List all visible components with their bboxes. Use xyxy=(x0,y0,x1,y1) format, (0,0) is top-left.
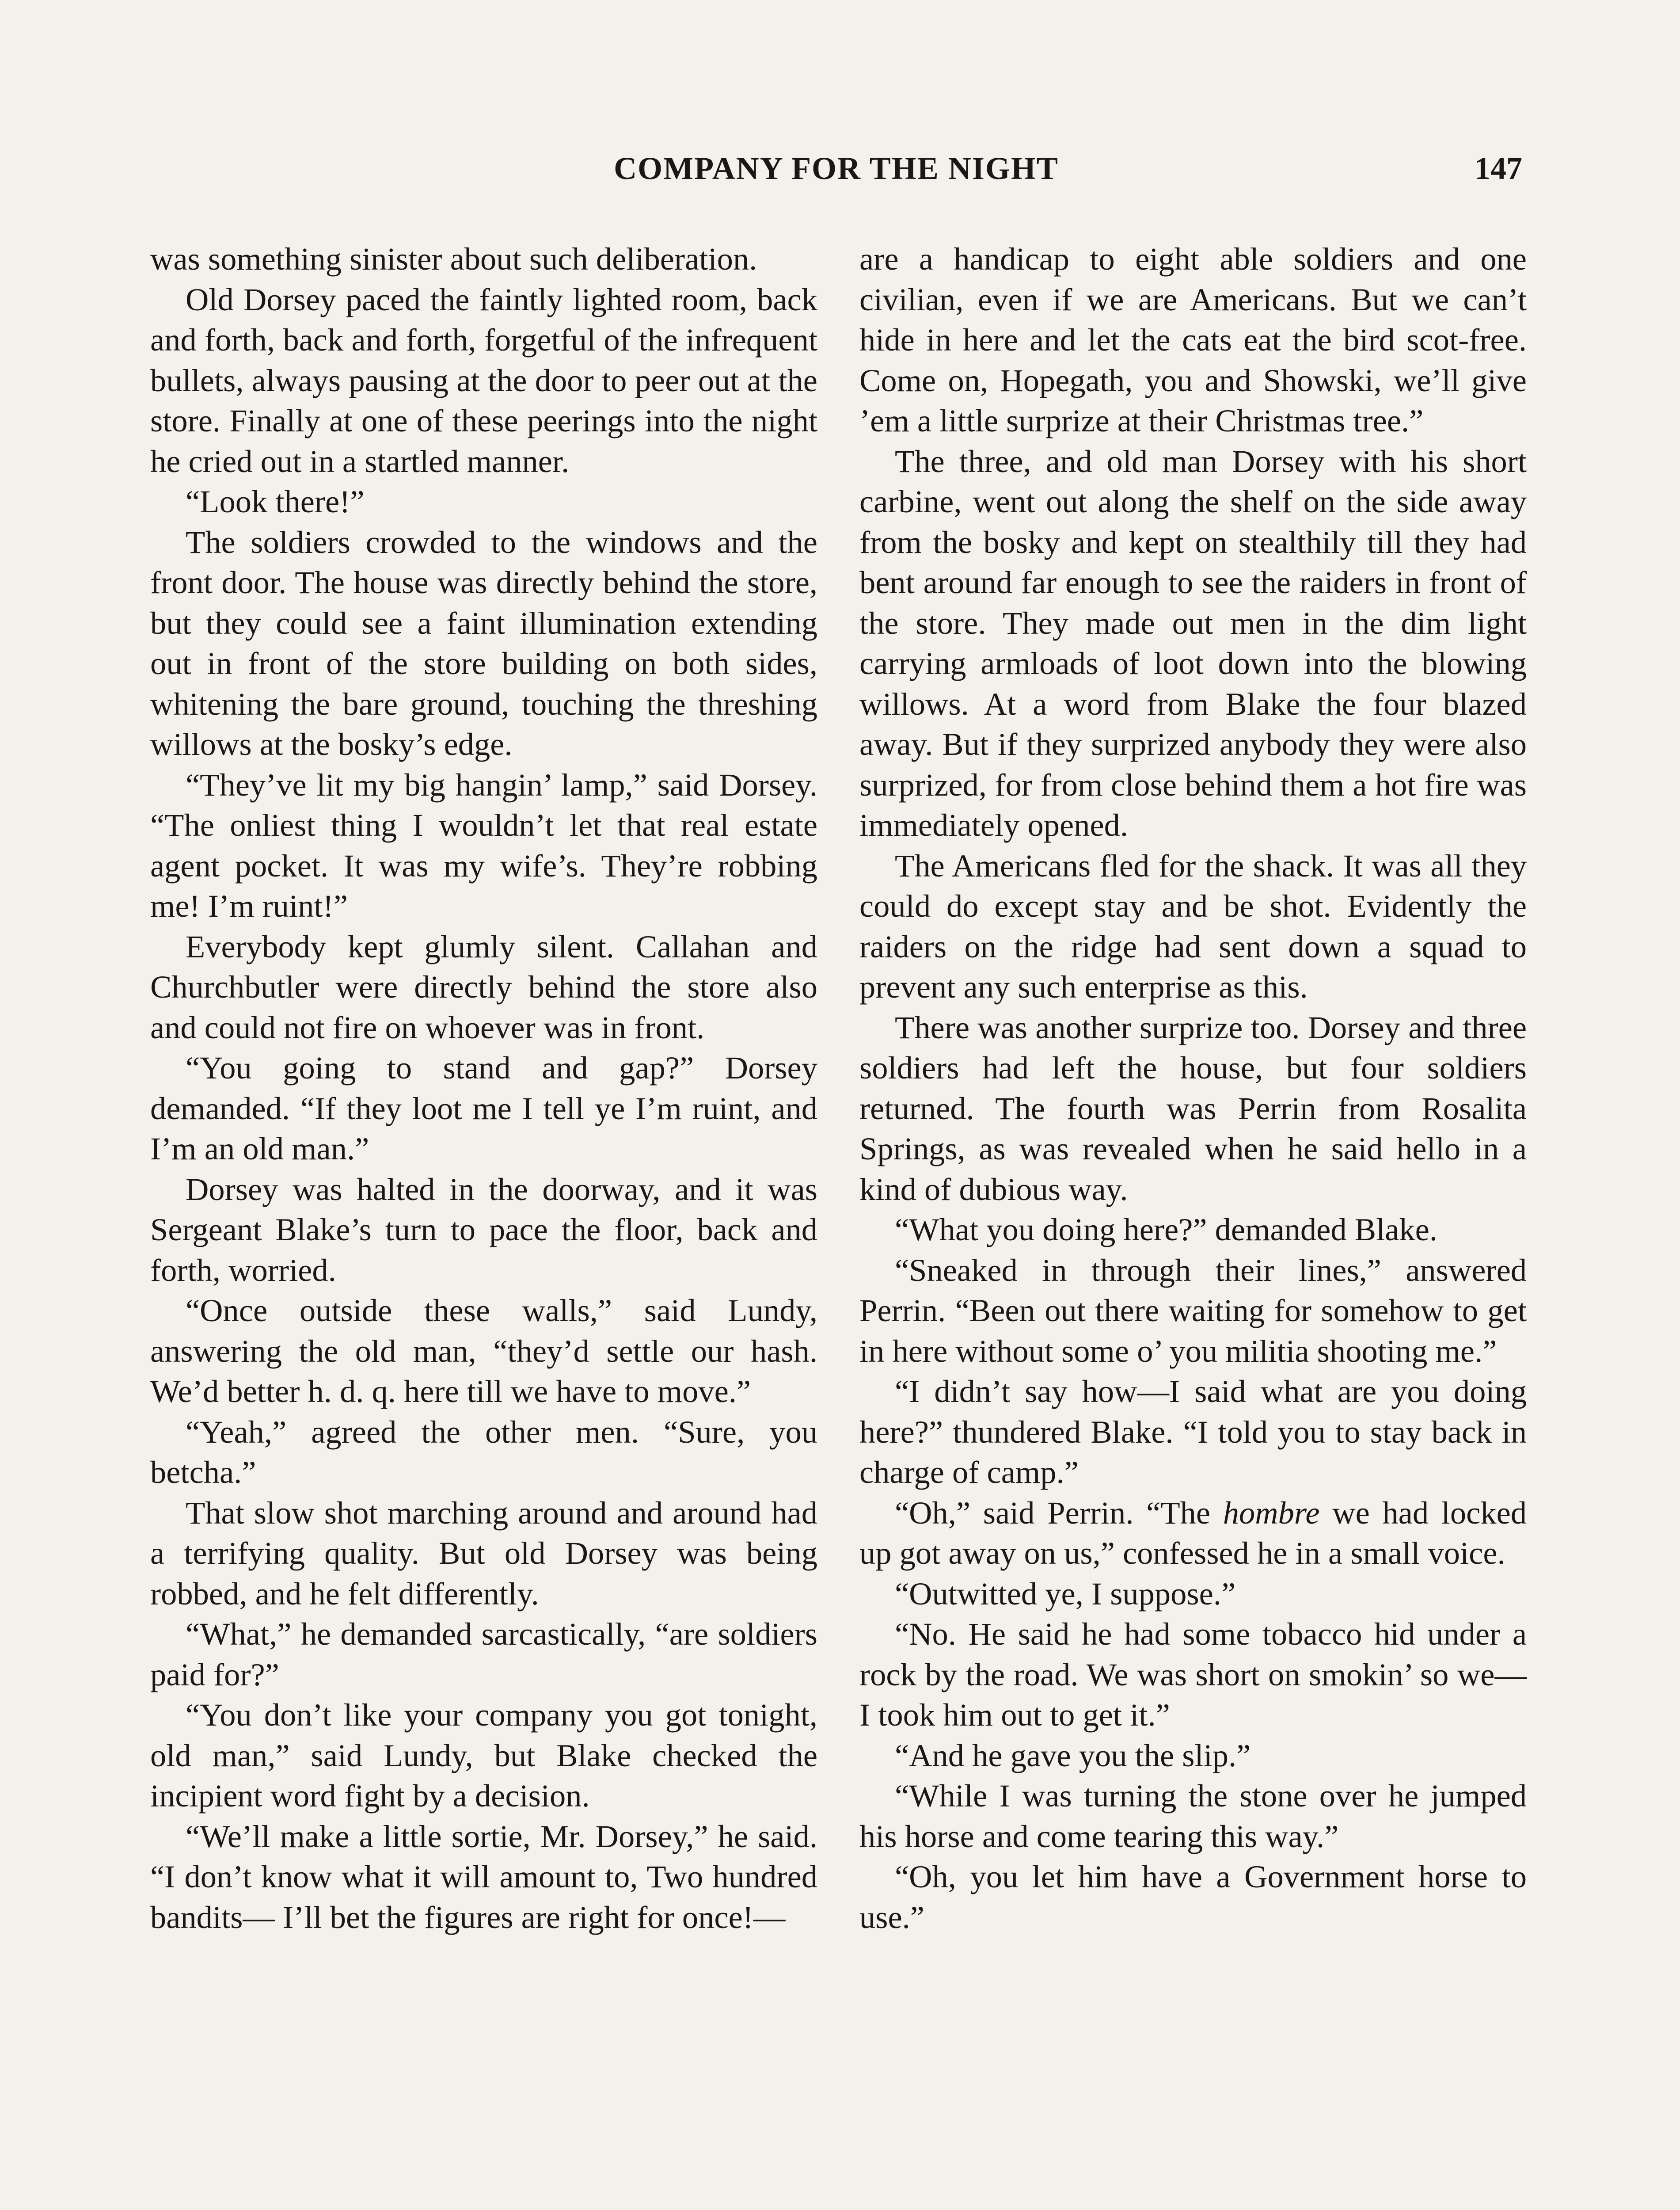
paragraph: The three, and old man Dorsey with his short carbine, went out along the shelf on the side away from the bosky and kept on stealthily till they had bent around far enough to see the raiders in front of the store. They made out men in the dim light carrying armloads of loot down into the blowing willows. At a word from Blake the four blazed away. But if they surprized anybody they were also surprized, for from close behind them a hot fire was immediately opened. xyxy=(859,443,1527,843)
page-number: 147 xyxy=(1475,151,1522,186)
paragraph: “You don’t like your company you got tonight, old man,” said Lundy, but Blake checked the incipient word fight by a decision. xyxy=(150,1697,817,1814)
left-column xyxy=(150,239,817,1937)
paragraph: “What,” he demanded sarcastically, “are soldiers paid for?” xyxy=(150,1616,817,1692)
italic-word: hombre xyxy=(1223,1494,1320,1531)
paragraph: “Oh, you let him have a Government horse to use.” xyxy=(859,1859,1527,1935)
paragraph: The Americans fled for the shack. It was all they could do except stay and be shot. Evidently the raiders on the ridge had sent down a squad to prevent any such enterprise as this. xyxy=(859,847,1527,1005)
paragraph: There was another surprize too. Dorsey and three soldiers had left the house, but four soldiers returned. The fourth was Perrin from Rosalita Springs, as was revealed when he said hello in a kind of dubious way. xyxy=(859,1009,1527,1207)
paragraph: “I didn’t say how—I said what are you doing here?” thundered Blake. “I told you to stay back in charge of camp.” xyxy=(859,1373,1527,1490)
paragraph: Dorsey was halted in the doorway, and it was Sergeant Blake’s turn to pace the floor, back and forth, worried. xyxy=(150,1171,817,1288)
paragraph: That slow shot marching around and around had a terrifying quality. But old Dorsey was being robbed, and he felt differently. xyxy=(150,1494,817,1612)
paragraph: “We’ll make a little sortie, Mr. Dorsey,” he said. “I don’t know what it will amount to, Two hundred bandits— I’ll bet the figures are right for once!— xyxy=(150,1818,817,1935)
text-span: “Oh,” said Perrin. “The xyxy=(895,1494,1223,1531)
paragraph: Old Dorsey paced the faintly lighted room, back and forth, back and forth, forgetful of the infrequent bullets, always pausing at the door to peer out at the store. Finally at one of these peerings into the night he cried out in a startled manner. xyxy=(150,281,817,479)
paragraph: are a handicap to eight able soldiers and one civilian, even if we are Americans. But we can’t hide in here and let the cats eat the bird scot-free. Come on, Hopegath, you and Showski, we’ll give ’em a little surprize at their Christmas tree.” xyxy=(859,241,1527,438)
text-span: we had locked up got away on us,” confessed he in a small voice. xyxy=(859,1494,1527,1571)
paragraph: “And he gave you the slip.” xyxy=(895,1737,1251,1773)
paragraph: “You going to stand and gap?” Dorsey demanded. “If they loot me I tell ye I’m ruint, and I’m an old man.” xyxy=(150,1050,817,1166)
paragraph: “Outwitted ye, I suppose.” xyxy=(895,1575,1236,1612)
page-header xyxy=(150,150,1522,203)
right-column xyxy=(859,239,1527,1937)
paragraph: “What you doing here?” demanded Blake. xyxy=(895,1212,1437,1247)
paragraph: “Look there!” xyxy=(186,484,365,519)
paragraph: “Once outside these walls,” said Lundy, answering the old man, “they’d settle our hash. We’d better h. d. q. here till we have to move.” xyxy=(150,1292,817,1409)
paragraph: Everybody kept glumly silent. Callahan and Churchbutler were directly behind the store also and could not fire on whoever was in front. xyxy=(150,928,817,1045)
running-head: COMPANY FOR THE NIGHT xyxy=(614,151,1059,186)
paragraph: was something sinister about such deliberation. xyxy=(150,241,757,277)
paragraph: “They’ve lit my big hangin’ lamp,” said Dorsey. “The onliest thing I wouldn’t let that real estate agent pocket. It was my wife’s. They’re robbing me! I’m ruint!” xyxy=(150,766,817,924)
paragraph xyxy=(859,1493,1527,1574)
paragraph: “No. He said he had some tobacco hid under a rock by the road. We was short on smokin’ so we— I took him out to get it.” xyxy=(859,1616,1527,1733)
paragraph: “While I was turning the stone over he jumped his horse and come tearing this way.” xyxy=(859,1778,1527,1854)
paragraph: “Sneaked in through their lines,” answered Perrin. “Been out there waiting for somehow to get in here without some o’ you militia shooting me.” xyxy=(859,1252,1527,1369)
paragraph: The soldiers crowded to the windows and the front door. The house was directly behind the store, but they could see a faint illumination extending out in front of the store building on both sides, whitening the bare ground, touching the threshing willows at the bosky’s edge. xyxy=(150,524,817,762)
paragraph: “Yeah,” agreed the other men. “Sure, you betcha.” xyxy=(150,1414,817,1490)
